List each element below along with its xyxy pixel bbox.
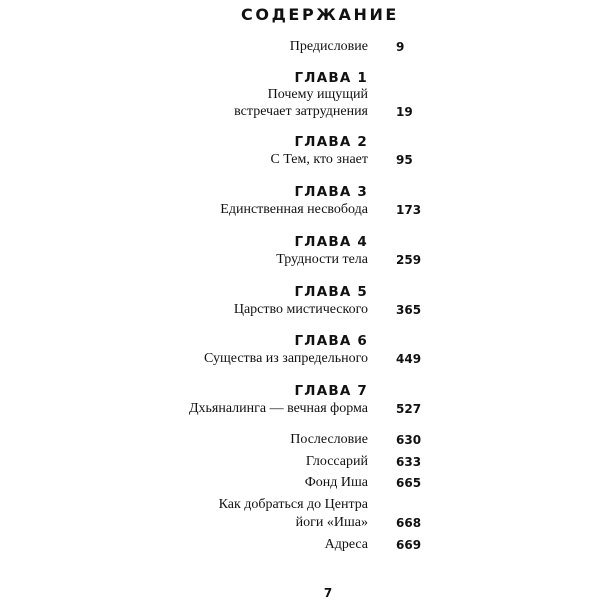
toc-page-number: 527 bbox=[396, 402, 422, 416]
toc-entry-chapter-6: Существа из запредельного bbox=[203, 351, 368, 366]
chapter-heading-7: ГЛАВА 7 bbox=[294, 383, 368, 399]
toc-page-number: 633 bbox=[396, 455, 422, 469]
toc-entry-isha-foundation: Фонд Иша bbox=[304, 475, 368, 490]
toc-entry-directions-line2: йоги «Иша» bbox=[295, 515, 368, 530]
toc-page-number: 365 bbox=[396, 303, 422, 317]
chapter-heading-1: ГЛАВА 1 bbox=[294, 70, 368, 86]
chapter-heading-3: ГЛАВА 3 bbox=[294, 184, 368, 200]
toc-entry-chapter-3: Единственная несвобода bbox=[220, 202, 368, 217]
toc-page-number: 449 bbox=[396, 352, 422, 366]
toc-page-number: 630 bbox=[396, 433, 422, 447]
chapter-heading-2: ГЛАВА 2 bbox=[294, 134, 368, 150]
toc-page-number: 665 bbox=[396, 476, 422, 490]
toc-entry-afterword: Послесловие bbox=[290, 432, 368, 447]
toc-entry-chapter-1-line1: Почему ищущий bbox=[267, 87, 368, 102]
toc-entry-directions-line1: Как добраться до Центра bbox=[218, 497, 368, 512]
toc-page-number: 19 bbox=[396, 105, 413, 119]
toc-page-number: 9 bbox=[396, 40, 405, 54]
toc-entry-chapter-1-line2: встречает затруднения bbox=[234, 104, 368, 119]
page-number-folio: 7 bbox=[323, 586, 333, 600]
toc-page-number: 259 bbox=[396, 253, 422, 267]
toc-entry-chapter-7: Дхьяналинга — вечная форма bbox=[188, 401, 368, 416]
chapter-heading-5: ГЛАВА 5 bbox=[294, 284, 368, 300]
chapter-heading-4: ГЛАВА 4 bbox=[294, 234, 368, 250]
page-title: СОДЕРЖАНИЕ bbox=[241, 5, 399, 24]
toc-entry-glossary: Глоссарий bbox=[305, 454, 368, 469]
toc-page-number: 95 bbox=[396, 153, 413, 167]
toc-entry-preface: Предисловие bbox=[289, 39, 368, 54]
toc-page-number: 669 bbox=[396, 538, 422, 552]
toc-page-number: 668 bbox=[396, 516, 422, 530]
toc-entry-chapter-2: С Тем, кто знает bbox=[270, 152, 368, 167]
toc-entry-chapter-4: Трудности тела bbox=[276, 252, 368, 267]
toc-entry-chapter-5: Царство мистического bbox=[233, 302, 368, 317]
toc-entry-addresses: Адреса bbox=[324, 537, 368, 552]
chapter-heading-6: ГЛАВА 6 bbox=[294, 333, 368, 349]
toc-page-number: 173 bbox=[396, 203, 422, 217]
